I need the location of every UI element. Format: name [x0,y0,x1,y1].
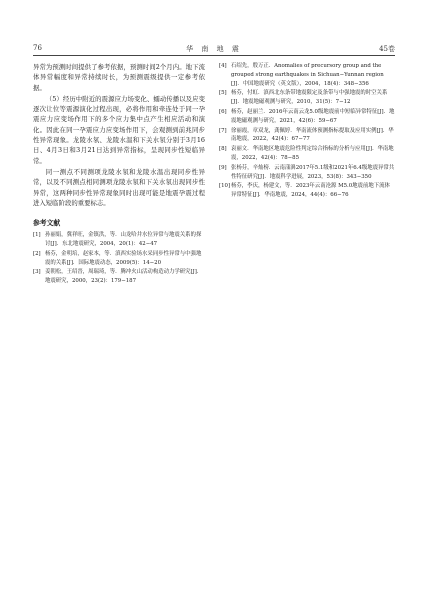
reference-text: 张杨芬，辛灿榜．云南漾濞2017年5.1级和2021年6.4级地震异常共性特征研究[J]．地震科学进展，2023，53(8)：343−350 [231,164,395,180]
reference-text: 姜朝松，王绍晋，周瑞琦，等．腾冲火山活动构造动力学研究[J]．地震研究，2000，23(2)：179−187 [45,269,203,285]
journal-title: 华 南 地 震 [186,45,242,53]
reference-text: 杨芬，金明培，赵家本，等．滇西实验场水采同步性异常与中强地震的关系[J]．国际地震动态，2009(5)：14−20 [45,250,202,266]
reference-item [33,231,205,249]
reference-item [219,127,395,145]
reference-text: 杨芬，李庆，杨建文，等．2023年云南沧源 M5.0地震前地下流体异常特征[J]．华南地震，2024，44(4)：66−76 [231,183,390,199]
reference-list-right [219,62,395,200]
reference-item [219,182,395,200]
reference-text: 徐丽霞，章双龙，龚佩婷．华南流体预测指标提取及应用实例[J]．华南地震，2022，42(4)：67−77 [231,127,394,143]
reference-number: [4] [219,63,227,69]
reference-number: [10] [219,183,231,190]
reference-item [33,268,205,286]
reference-number: [1] [33,232,41,239]
reference-item [33,250,205,268]
body-paragraph-2: （5）经历中附近的震源应力场变化、蠕动传播以及应变逐次让位等震源演化过程出现，必将作用和牵连处于同一孕震应力应变场作用下的多个应力集中点产生相应活动和演化。因此在同一孕震应力应变场作用下，会观测到前兆同步性异常现象。龙陵水氡、龙陵水温和下关水氡分别于3月16日、4月3日和3月21日达到异常指标，呈现同步性短临异常。 [33,94,205,165]
reference-text: 杨芬，赵丽兰．2016年云南云龙5.0级地震前中短临异常特征[J]．地震地磁观测与研究，2021，42(6)：59−67 [231,108,395,124]
references-heading: 参考文献 [33,219,61,228]
reference-number: [5] [219,90,227,97]
reference-number: [6] [219,108,227,115]
reference-item [219,89,395,107]
reference-list-left [33,231,205,286]
reference-text: 石绍先，殷万正．Anomalies of precursory group and the grouped strong earthquakes in Sichuan−Yunnan region [J]．中国地震研究（英文版），2004，18(4)：348−356 [231,63,384,87]
reference-number: [7] [219,127,227,134]
header-rule [33,55,395,56]
reference-item [219,62,395,88]
reference-number: [2] [33,250,41,257]
reference-number: [8] [219,146,227,153]
body-paragraph-3: 同一测点不同测项龙陵水氡和龙陵水温出现同步性异常，以及不同测点相同测项龙陵水氡和下关水氡出现同步性异常，这两种同步性异常现象同时出现可能是地震孕震过程进入短临阶段的重要标志。 [33,167,205,207]
reference-text: 袁丽文．华南地区地震危险性判定综合指标的分析与应用[J]．华南地震，2022，42(4)：78−85 [231,146,394,161]
reference-item [219,108,395,126]
left-column [33,62,205,287]
reference-text: 孙丽娟，冀祥旺，金镇洪，等．山龙哈井水位异常与地震关系的探讨[J]．东北地震研究，2004，20(1)：42−47 [45,232,202,247]
page-number: 76 [33,44,42,52]
reference-number: [9] [219,164,227,171]
reference-item [219,145,395,163]
volume-label: 45卷 [379,45,395,53]
reference-item [219,164,395,182]
reference-number: [3] [33,269,41,276]
right-column [219,62,395,201]
body-paragraph-1: 异常为预测时间提供了参考依据，预测时间2个月内。地下流体异常幅度和异常持续时长，为预测震级提供一定参考依据。 [33,63,205,92]
reference-text: 杨芬，付虹．滇西北东条带地震限定及条带与中强地震的时空关系[J]．地震地磁观测与研究，2010，31(5)：7−12 [231,90,388,106]
